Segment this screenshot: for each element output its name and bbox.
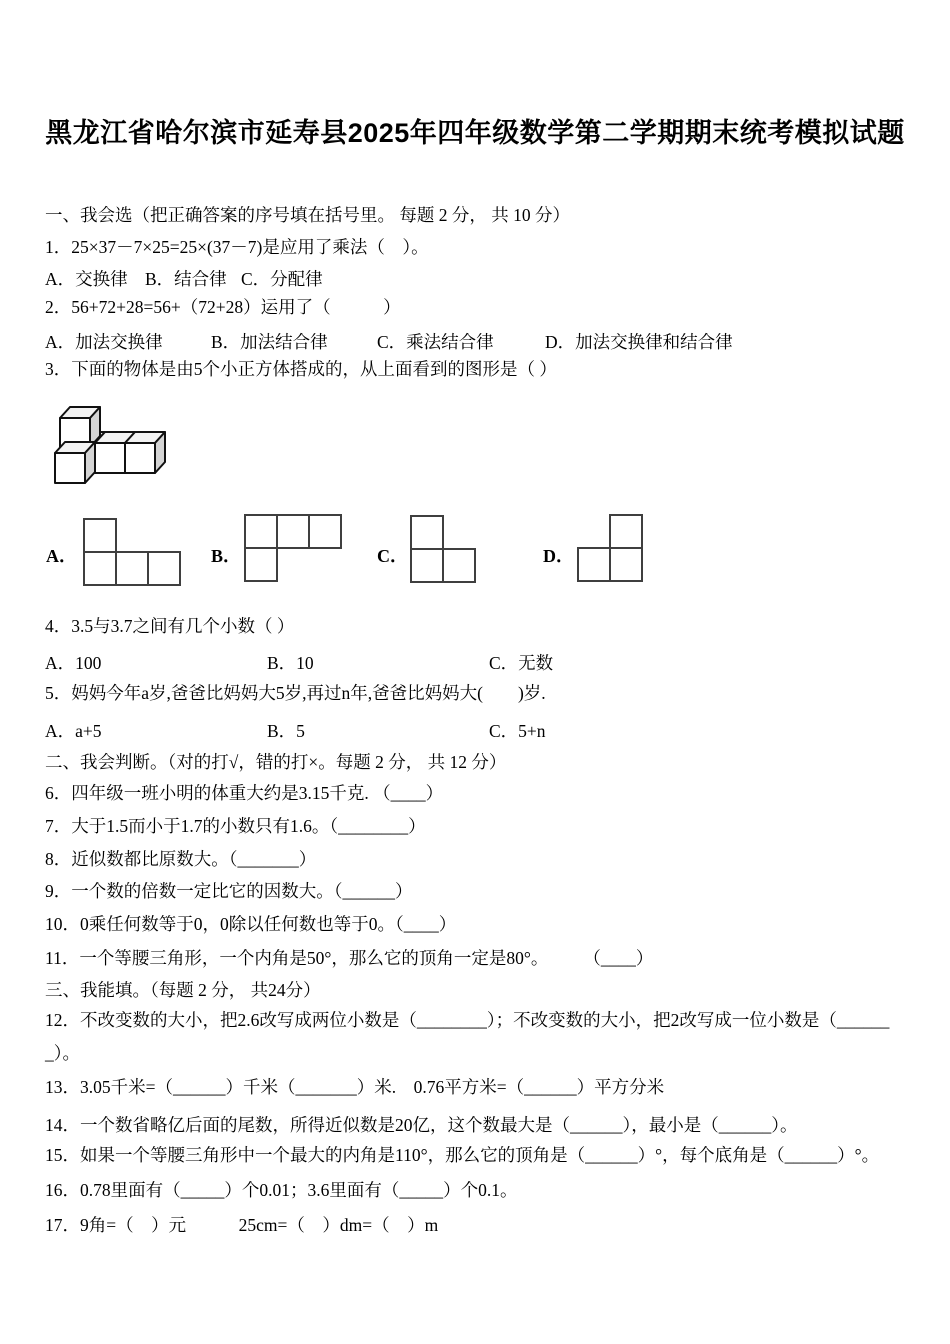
- question-1: 1．25×37－7×25=25×(37－7)是应用了乘法（ ）。: [45, 237, 429, 257]
- question-5-options: [0, 718, 950, 742]
- q1-option-b: B．结合律: [145, 269, 227, 289]
- q2-option-c: C．乘法结合律: [377, 332, 494, 352]
- q3-shape-label-d: D．: [543, 546, 574, 566]
- q1-option-a: A．交换律: [45, 269, 128, 289]
- q5-option-a: A．a+5: [45, 721, 102, 741]
- question-6: 6．四年级一班小明的体重大约是3.15千克. （____）: [45, 783, 444, 803]
- q2-option-a: A．加法交换律: [45, 332, 163, 352]
- question-17: 17．9角=（ ）元 25cm=（ ）dm=（ ）m: [45, 1215, 439, 1235]
- q2-option-b: B．加法结合律: [211, 332, 328, 352]
- question-2: 2．56+72+28=56+（72+28）运用了（ ）: [45, 297, 401, 317]
- question-16: 16．0.78里面有（_____）个0.01；3.6里面有（_____）个0.1。: [45, 1180, 518, 1200]
- q3-shape-label-c: C．: [377, 546, 408, 566]
- question-3-shape-options: [0, 505, 950, 595]
- q4-option-c: C．无数: [489, 653, 554, 673]
- question-14: 14．一个数省略亿后面的尾数，所得近似数是20亿，这个数最大是（______），最小是（______）。: [45, 1115, 798, 1135]
- question-11: 11．一个等腰三角形，一个内角是50°，那么它的顶角一定是80°。 （____）: [45, 948, 654, 968]
- q3-shape-c: [409, 514, 477, 589]
- section1-heading: 一、我会选（把正确答案的序号填在括号里。 每题 2 分， 共 10 分）: [45, 205, 570, 225]
- q5-option-c: C．5+n: [489, 721, 546, 741]
- section3-heading: 三、我能填。（每题 2 分， 共24分）: [45, 980, 321, 1000]
- q3-shape-d: [576, 513, 644, 588]
- q5-option-b: B．5: [267, 721, 305, 741]
- question-5: 5．妈妈今年a岁,爸爸比妈妈大5岁,再过n年,爸爸比妈妈大( )岁.: [45, 683, 546, 703]
- question-4-options: [0, 650, 950, 674]
- question-7: 7．大于1.5而小于1.7的小数只有1.6。（________）: [45, 816, 426, 836]
- question-10: 10．0乘任何数等于0，0除以任何数也等于0。（____）: [45, 914, 457, 934]
- q4-option-b: B．10: [267, 653, 314, 673]
- question-1-options: [0, 266, 950, 290]
- q3-shape-label-b: B．: [211, 546, 242, 566]
- q3-shape-a: [82, 517, 182, 592]
- question-12-line2: _）。: [45, 1043, 80, 1063]
- question-13: 13．3.05千米=（______）千米（_______）米. 0.76平方米=（______）平方分米: [45, 1077, 665, 1097]
- question-12-line1: 12．不改变数的大小，把2.6改写成两位小数是（________）；不改变数的大小，把2改写成一位小数是（______: [45, 1010, 890, 1030]
- question-4: 4．3.5与3.7之间有几个小数（ ）: [45, 616, 295, 636]
- q4-option-a: A．100: [45, 653, 102, 673]
- question-2-options: [0, 329, 950, 353]
- q1-option-c: C．分配律: [241, 269, 323, 289]
- question-9: 9．一个数的倍数一定比它的因数大。（______）: [45, 881, 413, 901]
- question-3: 3．下面的物体是由5个小正方体搭成的，从上面看到的图形是（ ）: [45, 359, 557, 379]
- page-title: 黑龙江省哈尔滨市延寿县2025年四年级数学第二学期期末统考模拟试题: [45, 118, 905, 148]
- q3-shape-label-a: A．: [46, 546, 77, 566]
- q2-option-d: D．加法交换律和结合律: [545, 332, 733, 352]
- q3-shape-b: [243, 513, 343, 588]
- section2-heading: 二、我会判断。（对的打√，错的打×。每题 2 分， 共 12 分）: [45, 752, 507, 772]
- question-15: 15．如果一个等腰三角形中一个最大的内角是110°，那么它的顶角是（______）°，每个底角是（______）°。: [45, 1145, 880, 1165]
- cube-figure: [50, 398, 180, 493]
- question-8: 8．近似数都比原数大。（_______）: [45, 849, 317, 869]
